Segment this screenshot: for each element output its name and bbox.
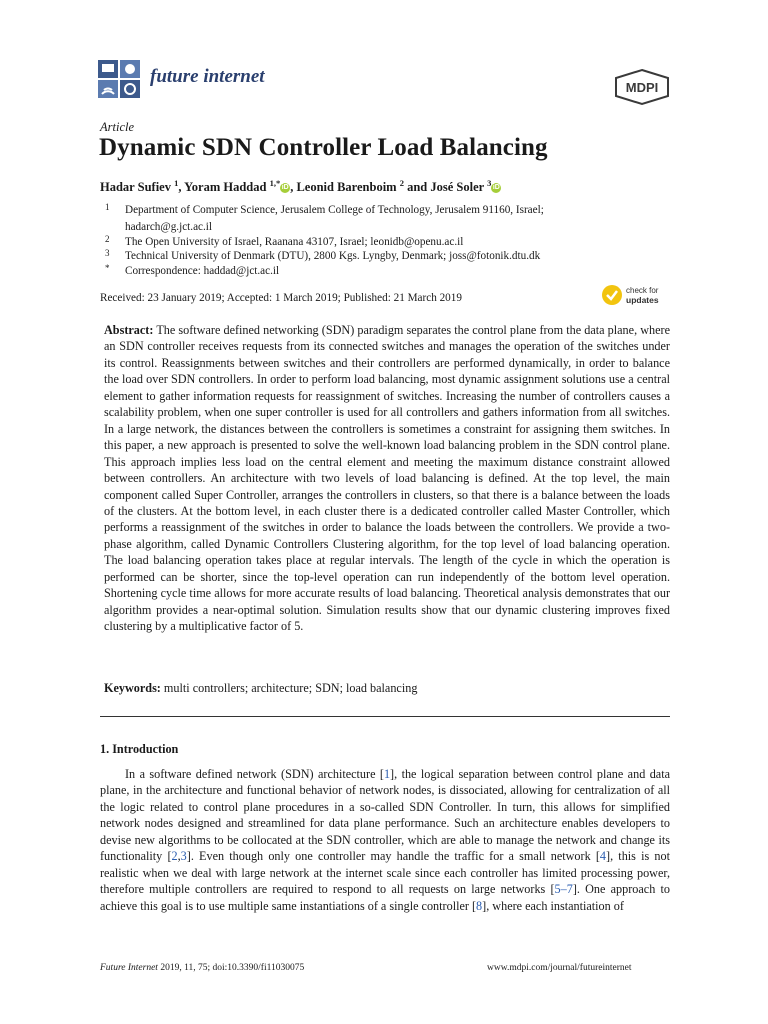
intro-text: ]. Even though only one controller may handle the traffic for a small network [ <box>186 849 600 864</box>
orcid-icon[interactable]: iD <box>492 184 500 192</box>
abstract-label: Abstract: <box>104 323 154 337</box>
keywords-text: multi controllers; architecture; SDN; load balancing <box>163 681 418 695</box>
publication-dates: Received: 23 January 2019; Accepted: 1 March 2019; Published: 21 March 2019 <box>100 292 462 304</box>
author-3 <box>296 180 404 194</box>
affiliation-text: Correspondence: haddad@jct.ac.il <box>125 265 280 277</box>
section-heading-introduction: 1. Introduction <box>100 742 179 756</box>
check-updates-line1: check for <box>626 286 659 295</box>
journal-name: future internet <box>150 66 265 87</box>
affiliation-marker: 3 <box>105 248 110 258</box>
author-name: José Soler <box>430 180 484 195</box>
introduction-paragraph <box>100 766 670 914</box>
author-affiliation-mark: 1 <box>174 178 179 188</box>
paper-title: Dynamic SDN Controller Load Balancing <box>99 134 548 161</box>
intro-text: In a software defined network (SDN) architecture [ <box>125 767 384 781</box>
affiliation-marker: 1 <box>105 202 110 212</box>
affiliation-marker: * <box>105 263 110 273</box>
author-name: Yoram Haddad <box>184 180 267 195</box>
affiliation-text: The Open University of Israel, Raanana 43107, Israel; leonidb@openu.ac.il <box>125 236 464 248</box>
check-updates-line2: updates <box>626 295 659 305</box>
citation-link[interactable]: 5–7 <box>554 882 573 897</box>
affiliation-marker: 2 <box>105 234 110 244</box>
footer-citation-text: 2019, 11, 75; doi:10.3390/fi11030075 <box>157 963 305 973</box>
citation-link[interactable]: 4 <box>599 849 607 864</box>
mdpi-logo-icon <box>612 68 672 106</box>
author-name: Leonid Barenboim <box>296 180 397 195</box>
article-type: Article <box>100 120 135 134</box>
author-affiliation-mark: 1,* <box>269 178 281 188</box>
author-affiliation-mark: 3 <box>487 178 492 188</box>
citation-link[interactable]: 3 <box>180 849 187 864</box>
author-affiliation-mark: 2 <box>399 178 404 188</box>
author-1 <box>100 180 178 194</box>
intro-text: ]. One approach to achieve this goal is to use multiple same instantiations of a single controller [ <box>100 882 670 913</box>
keywords <box>104 681 417 696</box>
section-divider <box>100 716 670 717</box>
author-name: Hadar Sufiev <box>100 180 171 195</box>
author-separator: , <box>178 180 185 195</box>
affiliation-text: Technical University of Denmark (DTU), 2800 Kgs. Lyngby, Denmark; joss@fotonik.dtu.dk <box>125 250 541 262</box>
citation-link[interactable]: 2 <box>171 849 178 864</box>
abstract <box>104 322 670 635</box>
citation-link[interactable]: 1 <box>383 767 391 781</box>
citation-link[interactable]: 8 <box>476 898 483 913</box>
author-4 <box>430 180 501 194</box>
footer-url[interactable]: www.mdpi.com/journal/futureinternet <box>487 963 632 973</box>
author-list <box>100 178 501 195</box>
check-for-updates-icon[interactable] <box>601 283 673 307</box>
publisher-name: MDPI <box>625 80 659 95</box>
abstract-text: The software defined networking (SDN) paradigm separates the control plane from the data plane, where an SDN controller receives requests from its connected switches and manages the operation of the switches under its control. Reassignments between switches and their controllers are performed dynamically, in order to balance the load over SDN controllers. In order to perform load balancing, most dynamic assignment solutions use a central element to gather information requests for reassignment of switches. Increasing the number of controllers causes a scalability problem, when one super controller is used for all controllers and gathers information from all switches. In a large network, the distances between the controllers is sometimes a constraint for assigning them switches. In this paper, a new approach is presented to solve the well-known load balancing problem in the SDN control plane. This approach implies less load on the central element and meeting the maximum distance constraint allowed between controllers. An architecture with two levels of load balancing is defined. At the top level, the main component called Super Controller, arranges the controllers in clusters, so that there is a balance between the loads of the clusters. At the bottom level, in each cluster there is a dedicated controller called Master Controller, which performs a reassignment of the switches in order to balance the loads between the controllers. We provide a two-phase algorithm, called Dynamic Controllers Clustering algorithm, for the top level of load balancing operation. The load balancing operation takes place at regular intervals. The length of the cycle in which the operation is performed can be shorter, since the top-level operation can run independently of the bottom level operation. Shortening cycle time allows for more accurate results of load balancing. Theoretical analysis demonstrates that our algorithm provides a near-optimal solution. Simulation results show that our dynamic clustering improves fixed clustering by a multiplicative factor of 5. <box>104 323 671 634</box>
author-separator: , <box>290 180 297 195</box>
intro-text: ], the logical separation between control plane and data plane, in the architecture and functional behavior of network nodes, is dissociated, allowing for centralization of all the logic related to control plane procedures in a so-called SDN Controller. In turn, this allows for simplified network nodes designed and streamlined for data plane performance. Such an architecture enables developers to devise new algorithms to be collocated at the SDN controller, which are able to manage the network and change its functionality [ <box>100 767 670 864</box>
intro-text: ], where each instantiation of <box>482 898 624 913</box>
author-2 <box>184 180 290 194</box>
footer-citation <box>100 963 304 973</box>
footer-journal: Future Internet <box>100 963 158 973</box>
orcid-icon[interactable]: iD <box>281 184 289 192</box>
affiliation-text: Department of Computer Science, Jerusalem College of Technology, Jerusalem 91160, Israel; hadarch@g.jct.ac.il <box>125 204 544 233</box>
author-separator: and <box>403 180 431 195</box>
intro-text: , <box>177 849 181 864</box>
keywords-label: Keywords: <box>104 681 161 695</box>
intro-text: ], this is not realistic when we deal with large network at the internet scale since each controller has limited processing power, therefore multiple controllers are required to respond to all requests on large networks [ <box>100 849 670 897</box>
journal-logo-icon <box>98 60 142 100</box>
